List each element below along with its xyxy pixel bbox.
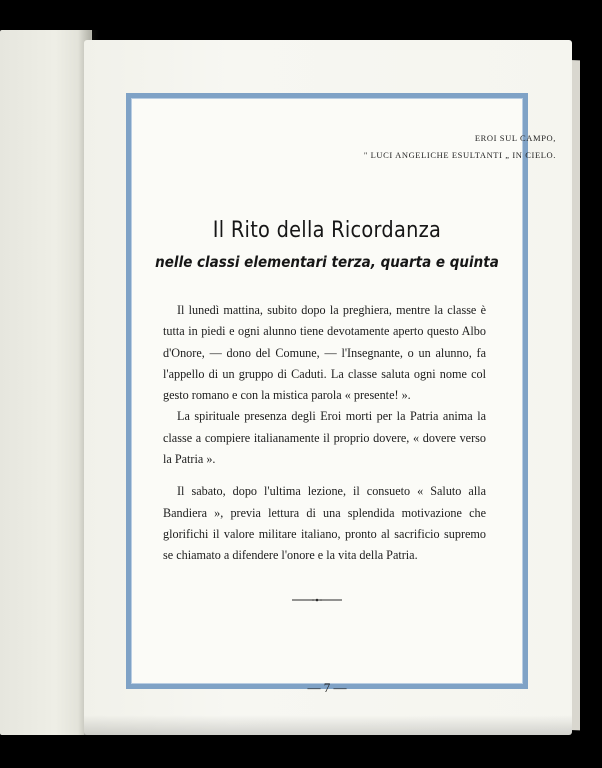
page-title: Il Rito della Ricordanza [212,218,442,243]
ornament-divider [292,596,342,604]
paragraph-3: Il sabato, dopo l'ultima lezione, il consueto « Saluto alla Bandiera », previa lettura di una splendida motivazione che glorifichi il valore militare italiano, pronto al sacrificio supremo se chiamato a difendere l'onore e la vita della Patria. [163,484,486,563]
page-bottom-shadow [84,715,572,735]
page-number: — 7 — [307,680,347,695]
paragraph-1: Il lunedì mattina, subito dopo la preghiera, mentre la classe è tutta in piedi e ogni alunno tiene devotamente aperto questo Albo d'Onore, — dono del Comune, — l'Insegnante, o un alunno, fa l'appello di un gruppo di Caduti. La classe saluta ogni nome col gesto romano e con la mistica parola « presente! ». [163,303,486,403]
page-subtitle: nelle classi elementari terza, quarta e quinta [155,253,499,271]
epigraph-line-2: " LUCI ANGELICHE ESULTANTI „ IN CIELO. [363,150,556,160]
body-text [163,300,486,567]
epigraph [364,130,556,164]
paragraph-2: La spirituale presenza degli Eroi morti per la Patria anima la classe a compiere italianamente il proprio dovere, « dovere verso la Patria ». [163,409,486,467]
epigraph-line-1: EROI SUL CAMPO, [474,133,556,143]
